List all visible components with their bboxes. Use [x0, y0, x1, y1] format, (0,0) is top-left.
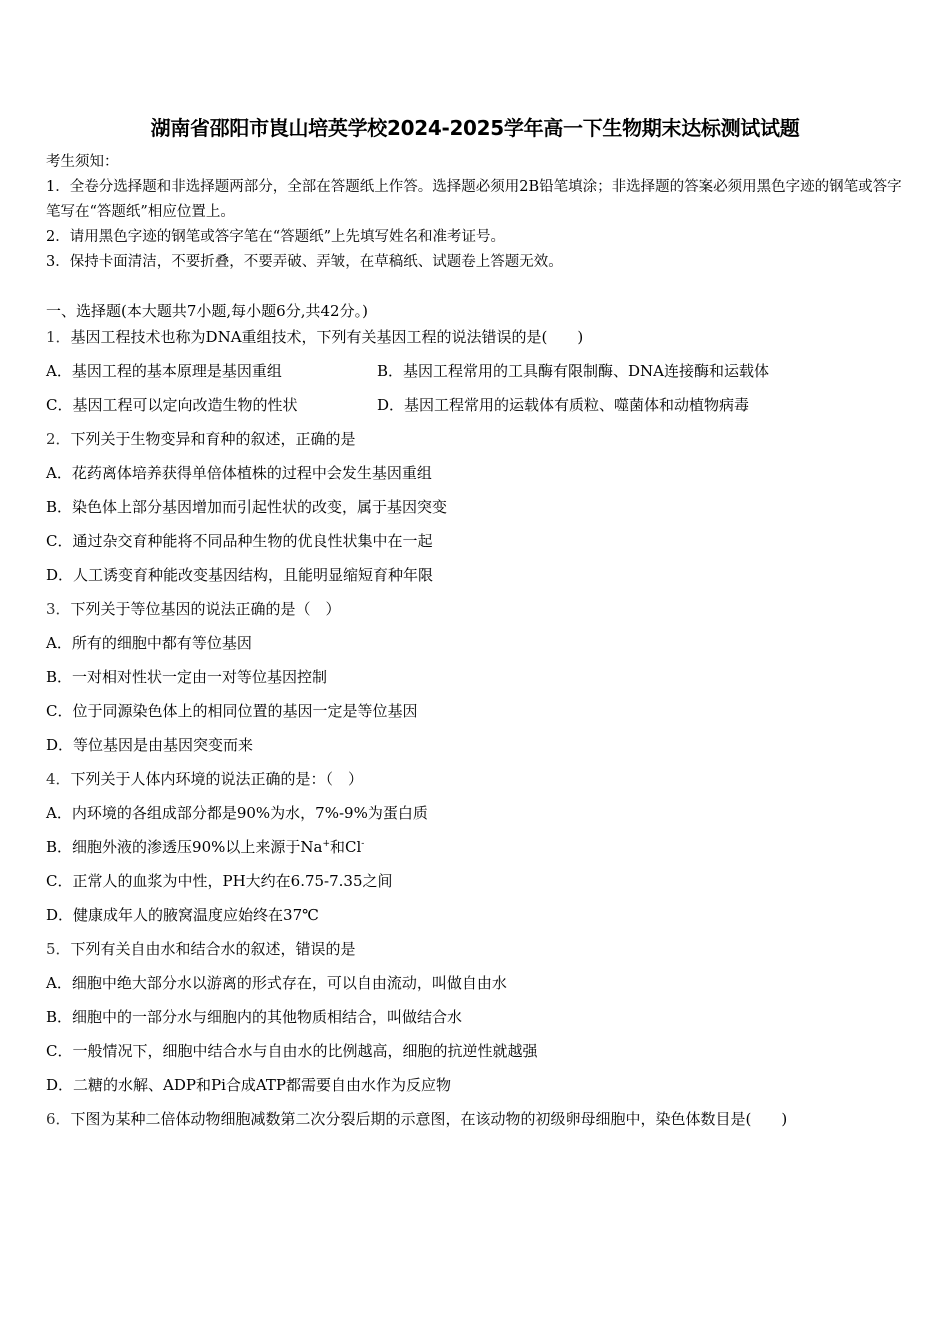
- question-4: [46, 768, 363, 789]
- notice-heading: 考生须知：: [46, 154, 119, 170]
- question-stem: 下列有关自由水和结合水的叙述，错误的是: [70, 940, 356, 958]
- q3-option-d: D．等位基因是由基因突变而来: [46, 736, 254, 754]
- q2-option-d: D．人工诱变育种能改变基因结构，且能明显缩短育种年限: [46, 566, 434, 584]
- q5-option-a: A．细胞中绝大部分水以游离的形式存在，可以自由流动，叫做自由水: [46, 974, 507, 992]
- q5-option-c: C．一般情况下，细胞中结合水与自由水的比例越高，细胞的抗逆性就越强: [46, 1042, 538, 1060]
- option-text: 和Cl: [329, 838, 362, 856]
- section-heading: 一、选择题(本大题共7小题,每小题6分,共42分。): [46, 302, 368, 320]
- question-number: 5．: [46, 940, 71, 958]
- q3-option-a: A．所有的细胞中都有等位基因: [46, 634, 252, 652]
- q2-option-c: C．通过杂交育种能将不同品种生物的优良性状集中在一起: [46, 532, 433, 550]
- q4-option-c: C．正常人的血浆为中性，PH大约在6.75-7.35之间: [46, 872, 393, 890]
- q1-option-b: B．基因工程常用的工具酶有限制酶、DNA连接酶和运载体: [377, 362, 770, 380]
- q4-option-b: [46, 836, 364, 857]
- question-2: [46, 428, 356, 449]
- question-number: 6．: [46, 1110, 71, 1128]
- q1-option-a: A．基因工程的基本原理是基因重组: [46, 362, 282, 380]
- page-title: 湖南省邵阳市崀山培英学校2024-2025学年高一下生物期末达标测试试题: [150, 116, 800, 140]
- q4-option-d: D．健康成年人的腋窝温度应始终在37℃: [46, 906, 319, 924]
- notice-block: [46, 150, 906, 275]
- option-text: B．细胞外液的渗透压90%以上来源于Na: [46, 838, 323, 856]
- q5-option-b: B．细胞中的一部分水与细胞内的其他物质相结合，叫做结合水: [46, 1008, 463, 1026]
- q4-option-a: A．内环境的各组成部分都是90%为水，7%-9%为蛋白质: [46, 804, 428, 822]
- notice-item: 3．保持卡面清洁，不要折叠，不要弄破、弄皱，在草稿纸、试题卷上答题无效。: [46, 254, 563, 270]
- q1-option-c: C．基因工程可以定向改造生物的性状: [46, 396, 298, 414]
- q3-option-b: B．一对相对性状一定由一对等位基因控制: [46, 668, 328, 686]
- question-number: 2．: [46, 430, 71, 448]
- notice-item: 1．全卷分选择题和非选择题两部分，全部在答题纸上作答。选择题必须用2B铅笔填涂；非选择题的答案必须用黑色字迹的钢笔或答字笔写在“答题纸”相应位置上。: [46, 179, 902, 220]
- question-number: 1．: [46, 328, 71, 346]
- superscript: -: [361, 839, 365, 849]
- question-stem: 下列关于人体内环境的说法正确的是：（ ）: [70, 770, 364, 788]
- q5-option-d: D．二糖的水解、ADP和Pi合成ATP都需要自由水作为反应物: [46, 1076, 451, 1094]
- question-number: 3．: [46, 600, 71, 618]
- question-stem: 下列关于生物变异和育种的叙述，正确的是: [70, 430, 356, 448]
- question-stem: 下列关于等位基因的说法正确的是（ ）: [70, 600, 341, 618]
- q2-option-b: B．染色体上部分基因增加而引起性状的改变，属于基因突变: [46, 498, 448, 516]
- q3-option-c: C．位于同源染色体上的相同位置的基因一定是等位基因: [46, 702, 418, 720]
- question-6: [46, 1108, 787, 1129]
- q1-option-d: D．基因工程常用的运载体有质粒、噬菌体和动植物病毒: [377, 396, 750, 414]
- notice-item: 2．请用黑色字迹的钢笔或答字笔在“答题纸”上先填写姓名和准考证号。: [46, 229, 506, 245]
- question-1: [46, 326, 583, 347]
- question-5: [46, 938, 356, 959]
- question-stem: 基因工程技术也称为DNA重组技术，下列有关基因工程的说法错误的是( ): [70, 328, 584, 346]
- question-stem: 下图为某种二倍体动物细胞减数第二次分裂后期的示意图，在该动物的初级卵母细胞中，染色体数目是( ): [70, 1110, 788, 1128]
- question-3: [46, 598, 341, 619]
- q2-option-a: A．花药离体培养获得单倍体植株的过程中会发生基因重组: [46, 464, 432, 482]
- question-number: 4．: [46, 770, 71, 788]
- superscript: +: [322, 839, 330, 849]
